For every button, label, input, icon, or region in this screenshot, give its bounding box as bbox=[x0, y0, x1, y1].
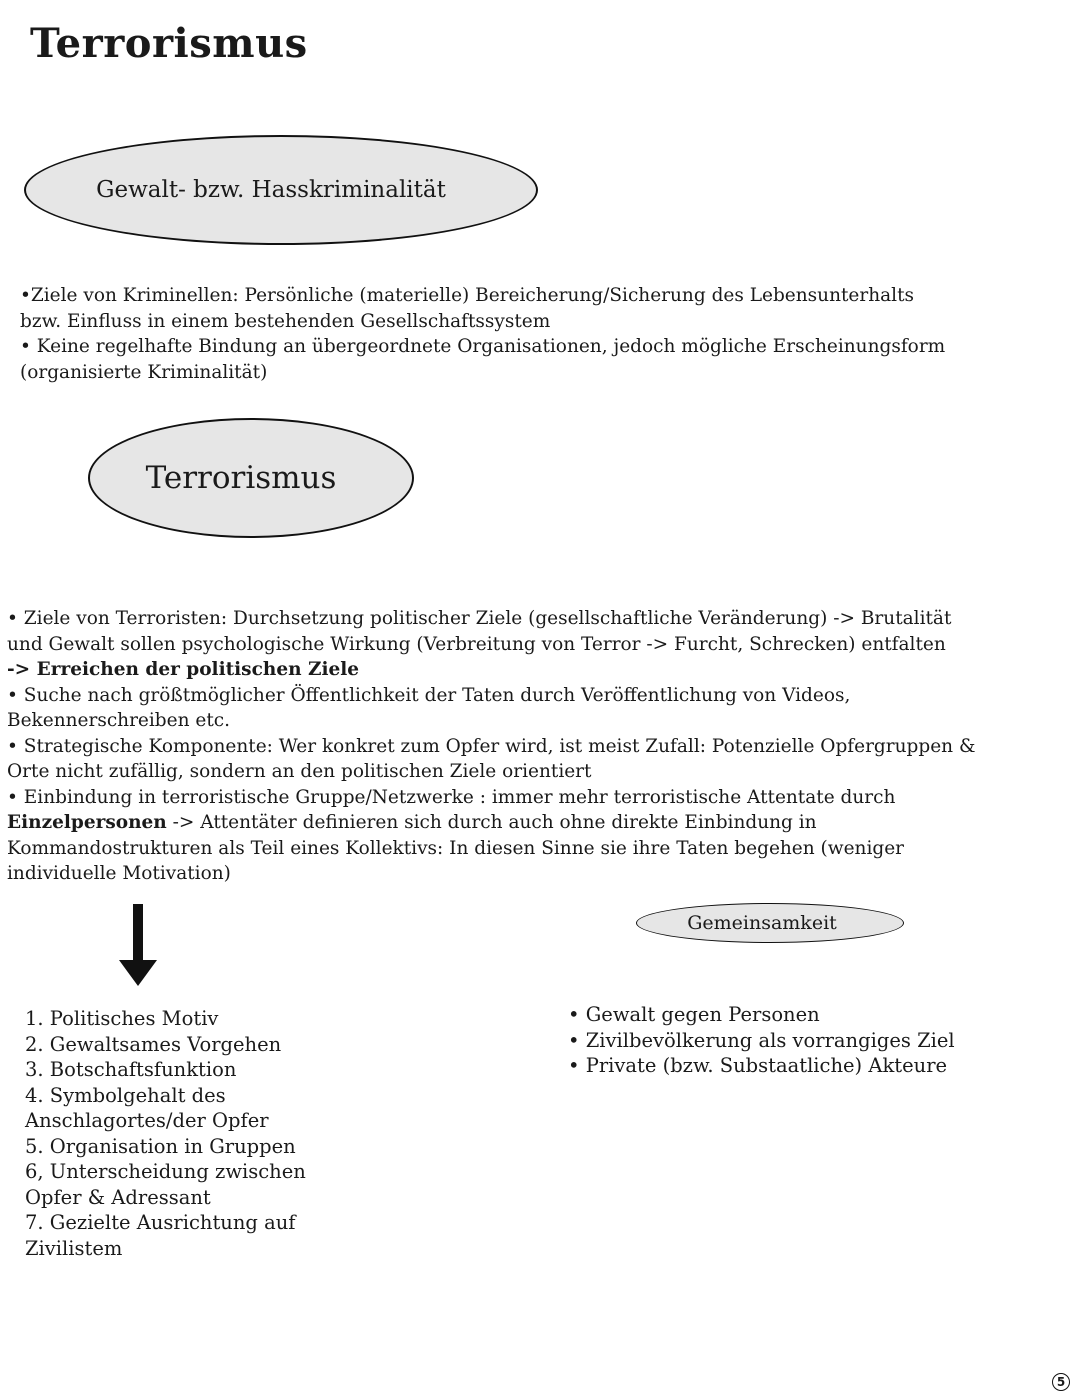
terror-line bbox=[7, 810, 975, 836]
crime-line: • Keine regelhafte Bindung an übergeordnete Organisationen, jedoch mögliche Erscheinungsform bbox=[20, 336, 946, 357]
crime-line: •Ziele von Kriminellen: Persönliche (materielle) Bereicherung/Sicherung des Lebensunterhalts bbox=[20, 285, 915, 306]
terror-line: • Einbindung in terroristische Gruppe/Netzwerke : immer mehr terroristische Attentate durch bbox=[7, 786, 896, 808]
characteristics-list bbox=[25, 1006, 306, 1261]
ellipse-hate-crime bbox=[24, 135, 538, 245]
list-item: 3. Botschaftsfunktion bbox=[25, 1058, 237, 1081]
ellipse-common-label: Gemeinsamkeit bbox=[687, 912, 837, 934]
crime-line: (organisierte Kriminalität) bbox=[20, 361, 268, 383]
list-item: Zivilistem bbox=[25, 1236, 123, 1260]
terror-description bbox=[7, 606, 975, 887]
terror-line: individuelle Motivation) bbox=[7, 863, 231, 884]
list-item: 4. Symbolgehalt des bbox=[25, 1083, 226, 1107]
terror-line: Kommandostrukturen als Teil eines Kollektivs: In diesen Sinne sie ihre Taten begehen (weniger bbox=[7, 837, 905, 859]
ellipse-common bbox=[636, 903, 904, 943]
page-title: Terrorismus bbox=[30, 20, 308, 67]
terror-line: • Ziele von Terroristen: Durchsetzung politischer Ziele (gesellschaftliche Veränderung) -> Brutalität bbox=[7, 608, 952, 629]
list-item: 5. Organisation in Gruppen bbox=[25, 1134, 296, 1158]
list-item: • Private (bzw. Substaatliche) Akteure bbox=[568, 1054, 948, 1077]
terror-line: • Strategische Komponente: Wer konkret zum Opfer wird, ist meist Zufall: Potenzielle Opfergruppen & bbox=[7, 735, 976, 757]
list-item: • Gewalt gegen Personen bbox=[568, 1003, 820, 1026]
list-item: Opfer & Adressant bbox=[25, 1185, 211, 1209]
crime-line: bzw. Einfluss in einem bestehenden Gesellschaftssystem bbox=[20, 310, 551, 332]
page-number: 5 bbox=[1052, 1373, 1070, 1391]
terror-line: und Gewalt sollen psychologische Wirkung (Verbreitung von Terror -> Furcht, Schrecken) entfalten bbox=[7, 633, 946, 655]
terror-line: Orte nicht zufällig, sondern an den politischen Ziele orientiert bbox=[7, 761, 592, 782]
crime-description bbox=[20, 283, 945, 385]
list-item: 7. Gezielte Ausrichtung auf bbox=[25, 1211, 296, 1234]
terror-line: • Suche nach größtmöglicher Öffentlichkeit der Taten durch Veröffentlichung von Videos, bbox=[7, 684, 851, 706]
list-item: 1. Politisches Motiv bbox=[25, 1007, 219, 1030]
ellipse-terrorism bbox=[88, 418, 414, 538]
ellipse-hate-crime-label: Gewalt- bzw. Hasskriminalität bbox=[96, 177, 446, 203]
terror-line-bold: -> Erreichen der politischen Ziele bbox=[7, 659, 360, 680]
common-list bbox=[568, 1002, 955, 1079]
list-item: 2. Gewaltsames Vorgehen bbox=[25, 1032, 282, 1056]
list-item: Anschlagortes/der Opfer bbox=[25, 1109, 269, 1132]
down-arrow-icon bbox=[117, 904, 159, 988]
list-item: • Zivilbevölkerung als vorrangiges Ziel bbox=[568, 1028, 955, 1052]
ellipse-terrorism-label: Terrorismus bbox=[145, 460, 337, 496]
list-item: 6, Unterscheidung zwischen bbox=[25, 1160, 306, 1183]
terror-emphasis: Einzelpersonen bbox=[7, 812, 167, 833]
terror-line-rest: -> Attentäter definieren sich durch auch ohne direkte Einbindung in bbox=[166, 812, 817, 833]
terror-line: Bekennerschreiben etc. bbox=[7, 710, 231, 731]
